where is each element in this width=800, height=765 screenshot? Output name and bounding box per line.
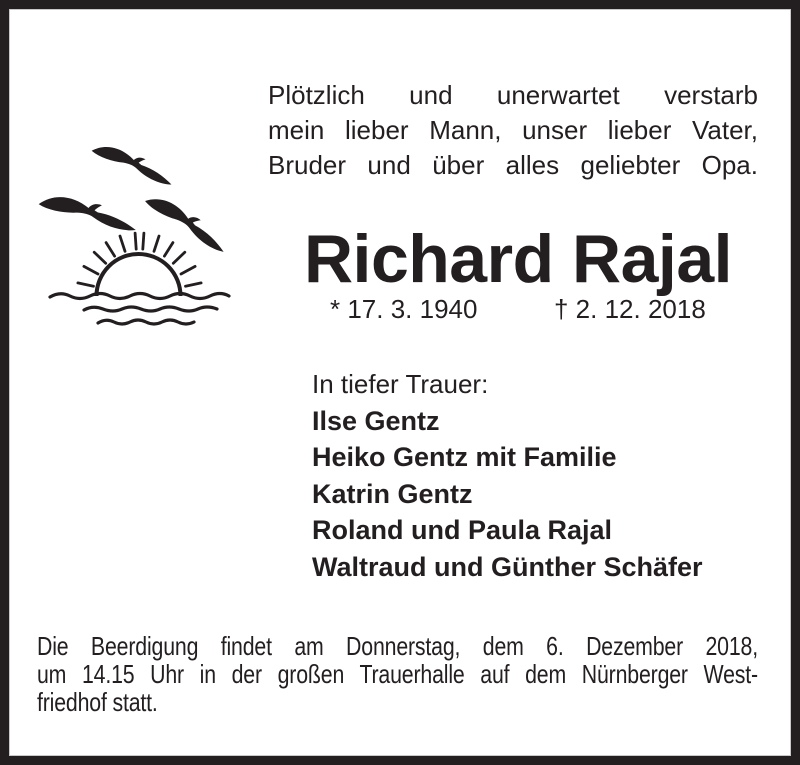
funeral-info	[37, 632, 758, 716]
mourner-name: Roland und Paula Rajal	[312, 515, 613, 546]
death-date: † 2. 12. 2018	[554, 294, 706, 324]
rising-sun-icon	[78, 233, 201, 296]
deceased-name: Richard Rajal	[303, 221, 733, 297]
seagull-icon	[88, 144, 176, 185]
mourner-name: Waltraud und Günther Schäfer	[312, 551, 703, 582]
mourners-block	[312, 366, 703, 586]
funeral-line: Die Beerdigung findet am Donnerstag, dem 6. Dezember 2018,	[37, 631, 758, 661]
intro-line: Bruder und über alles geliebter Opa.	[268, 150, 758, 180]
sea-waves-icon	[50, 294, 229, 325]
seagulls-sunset-illustration	[36, 133, 248, 348]
funeral-line: um 14.15 Uhr in der großen Trauerhalle auf dem Nürnberger West-	[37, 659, 758, 689]
mourner-name: Ilse Gentz	[312, 405, 440, 436]
funeral-line: friedhof statt.	[37, 687, 158, 717]
birth-date: * 17. 3. 1940	[330, 294, 478, 324]
mourner-name: Heiko Gentz mit Familie	[312, 442, 617, 473]
mourning-intro: In tiefer Trauer:	[312, 369, 489, 399]
intro-line: Plötzlich und unerwartet verstarb	[268, 80, 758, 110]
funeral-text	[37, 632, 758, 716]
intro-paragraph	[268, 78, 758, 183]
intro-line: mein lieber Mann, unser lieber Vater,	[268, 115, 758, 145]
mourner-name: Katrin Gentz	[312, 478, 473, 509]
seagull-icon	[138, 194, 234, 252]
seagull-icon	[38, 196, 137, 230]
